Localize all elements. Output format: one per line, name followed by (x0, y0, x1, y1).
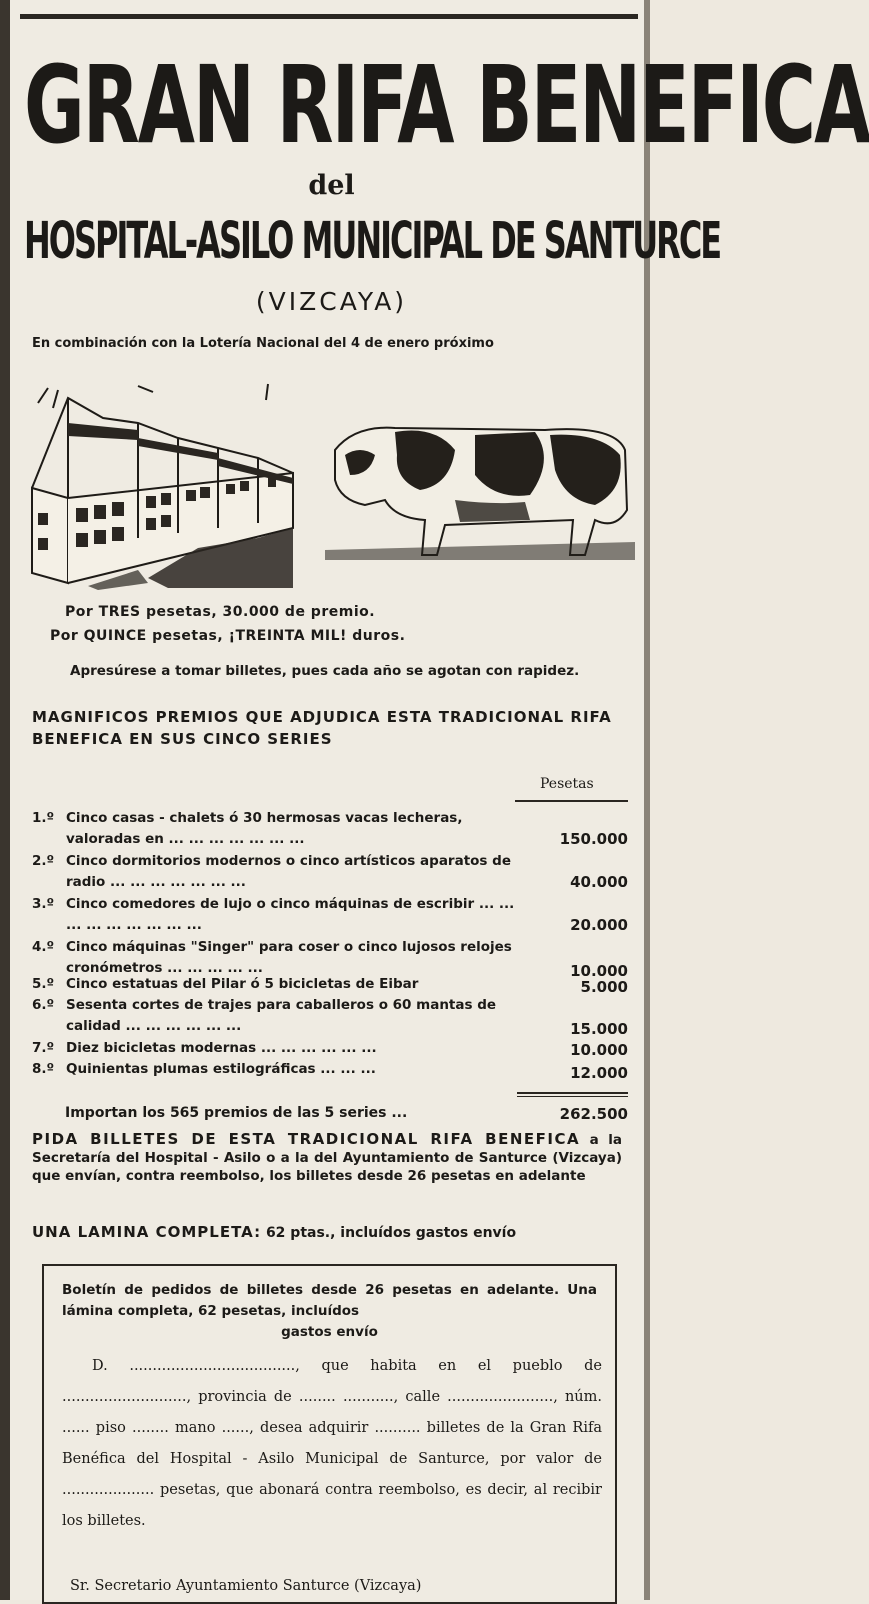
prize-value: 12.000 (570, 1064, 628, 1082)
prize-value: 5.000 (580, 978, 628, 996)
coupon-heading-text: Boletín de pedidos de billetes desde 26 pesetas en adelante. Una lámina completa, 62 pesetas, incluídos (62, 1282, 597, 1319)
prize-number: 3.º (32, 896, 55, 912)
coupon-heading (62, 1280, 597, 1343)
full-sheet-lead: UNA LAMINA COMPLETA: (32, 1223, 262, 1241)
hurry-note (32, 662, 622, 681)
page-subtitle: HOSPITAL-ASILO MUNICIPAL DE SANTURCE (24, 210, 721, 271)
prize-value: 10.000 (570, 1041, 628, 1059)
prize-number: 2.º (32, 853, 55, 869)
chalet-houses-illustration (28, 378, 298, 593)
coupon-form-body: D. ...................................., que habita en el pueblo de ..........................., provincia de ........ ..........., calle ......................., núm. ...... piso ........ mano ......, desea adquirir .......... billetes de la Gran Rifa Benéfica del Hospital - Asilo Municipal de Santurce, por valor de .................... pesetas, que abonará contra reembolso, es decir, al recibir los billetes. (62, 1358, 602, 1529)
title-connector: del (308, 170, 355, 201)
promo-line-quince: Por QUINCE pesetas, ¡TREINTA MIL! duros. (50, 628, 406, 644)
prize-text: Cinco máquinas "Singer" para coser o cinco lujosos relojes cronómetros ... ... ... ... ... (66, 939, 512, 976)
total-value: 262.500 (559, 1105, 628, 1123)
prize-value: 15.000 (570, 1020, 628, 1038)
prize-text: Cinco dormitorios modernos o cinco artísticos aparatos de radio ... ... ... ... ... ... ... (66, 853, 511, 890)
prize-value: 40.000 (570, 873, 628, 891)
prize-value: 150.000 (559, 830, 628, 848)
top-rule (20, 14, 638, 19)
prize-text: Cinco comedores de lujo o cinco máquinas de escribir ... ... ... ... ... ... ... ... ... (66, 896, 515, 933)
prize-text: Cinco estatuas del Pilar ó 5 bicicletas de Eibar (66, 976, 419, 992)
prize-number: 6.º (32, 997, 55, 1013)
full-sheet-price (32, 1223, 622, 1241)
pesetas-column-header: Pesetas (540, 776, 594, 792)
order-text: a la Secretaría del Hospital - Asilo o a la del Ayuntamiento de Santurce (Vizcaya) que envían, contra reembolso, los billetes desde 26 pesetas en adelante (32, 1132, 622, 1184)
prizes-total (65, 1105, 628, 1121)
sum-rule (517, 1092, 628, 1094)
prize-number: 5.º (32, 976, 55, 992)
coupon-addressee: Sr. Secretario Ayuntamiento Santurce (Vizcaya) (70, 1578, 422, 1594)
order-coupon (42, 1264, 617, 1604)
prizes-heading: MAGNIFICOS PREMIOS QUE ADJUDICA ESTA TRADICIONAL RIFA BENEFICA EN SUS CINCO SERIES (32, 708, 612, 748)
region-label: (VIZCAYA) (255, 287, 408, 316)
prize-number: 1.º (32, 810, 55, 826)
full-sheet-text: 62 ptas., incluídos gastos envío (265, 1225, 517, 1241)
promo-line-tres: Por TRES pesetas, 30.000 de premio. (65, 604, 376, 620)
column-rule (515, 800, 628, 802)
hurry-text: Apresúrese a tomar billetes, pues cada año se agotan con rapidez. (70, 663, 580, 679)
prize-text: Sesenta cortes de trajes para caballeros o 60 mantas de calidad ... ... ... ... ... ... (66, 997, 497, 1034)
coupon-form-text (62, 1351, 602, 1537)
order-lead: PIDA BILLETES DE ESTA TRADICIONAL RIFA BENEFICA (32, 1130, 581, 1148)
prize-value: 20.000 (570, 916, 628, 934)
prize-text: Quinientas plumas estilográficas ... ... ... (66, 1061, 376, 1077)
sum-rule-double (517, 1096, 628, 1097)
order-instructions (32, 1130, 622, 1185)
prize-number: 8.º (32, 1061, 55, 1077)
prize-number: 4.º (32, 939, 55, 955)
prize-value: 10.000 (570, 962, 628, 980)
page-title: GRAN RIFA BENEFICA (24, 43, 869, 169)
total-label: Importan los 565 premios de las 5 series ... (65, 1105, 408, 1121)
prize-number: 7.º (32, 1040, 55, 1056)
lottery-combination-note: En combinación con la Lotería Nacional del 4 de enero próximo (32, 336, 494, 351)
prize-text: Diez bicicletas modernas ... ... ... ... ... ... (66, 1040, 377, 1056)
prize-text: Cinco casas - chalets ó 30 hermosas vacas lecheras, valoradas en ... ... ... ... ... ... ... (66, 810, 463, 847)
coupon-heading-center: gastos envío (281, 1324, 378, 1340)
dairy-cows-illustration (325, 410, 635, 560)
